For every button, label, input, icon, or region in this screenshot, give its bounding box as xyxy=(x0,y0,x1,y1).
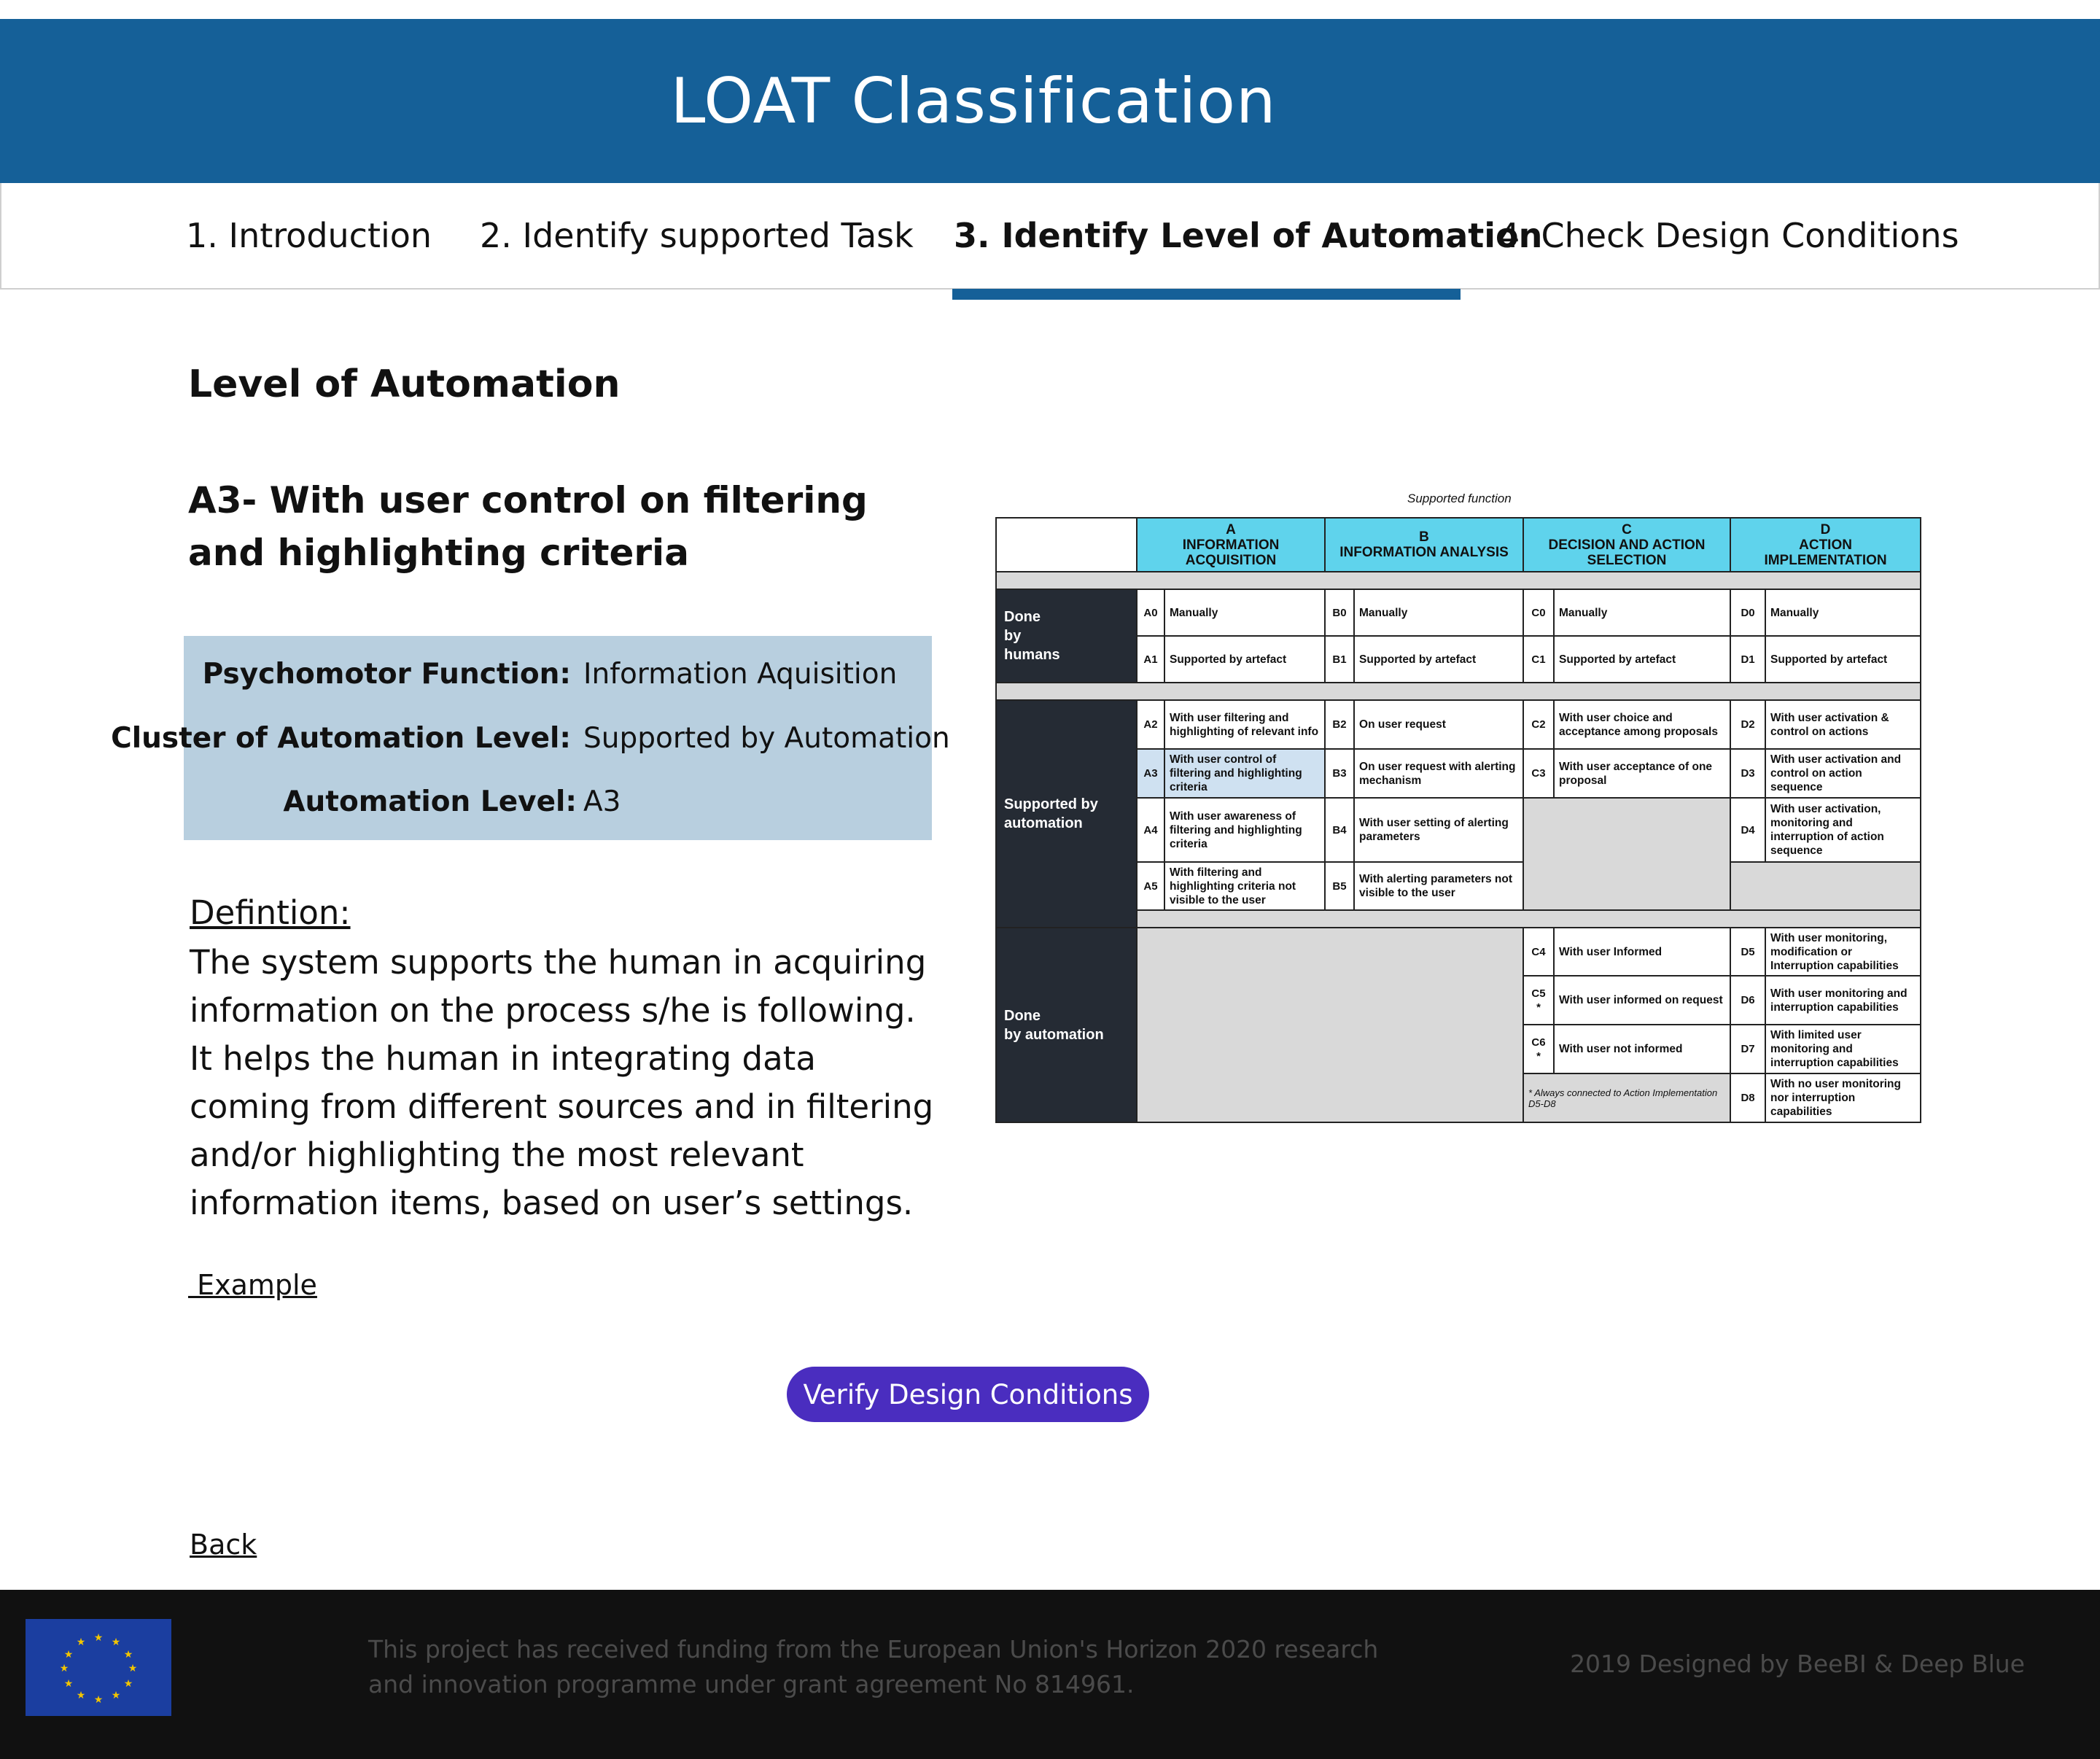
code-c0: C0 xyxy=(1523,589,1554,636)
svg-text:★: ★ xyxy=(128,1663,138,1674)
code-d6: D6 xyxy=(1730,976,1765,1025)
code-d8: D8 xyxy=(1730,1073,1765,1122)
level-value: A3 xyxy=(583,785,621,818)
psychomotor-label: Psychomotor Function: xyxy=(202,658,571,691)
tab-identify-task[interactable]: 2. Identify supported Task xyxy=(480,216,914,255)
col-head-a: A INFORMATION ACQUISITION xyxy=(1137,518,1325,572)
col-head-c: C DECISION AND ACTION SELECTION xyxy=(1523,518,1730,572)
active-tab-indicator xyxy=(952,289,1461,300)
page-title: Level of Automation xyxy=(188,362,621,406)
code-d3: D3 xyxy=(1730,749,1765,798)
cell-b5: With alerting parameters not visible to the user xyxy=(1354,862,1523,910)
code-c2: C2 xyxy=(1523,700,1554,749)
cell-b0: Manually xyxy=(1354,589,1523,636)
code-a5: A5 xyxy=(1137,862,1164,910)
cell-b2: On user request xyxy=(1354,700,1523,749)
header-bar xyxy=(0,19,2100,183)
code-c4: C4 xyxy=(1523,928,1554,976)
code-d5: D5 xyxy=(1730,928,1765,976)
tab-check-conditions[interactable]: 4. Check Design Conditions xyxy=(1498,216,1959,255)
tab-introduction[interactable]: 1. Introduction xyxy=(186,216,432,255)
code-a3: A3 xyxy=(1137,749,1164,798)
example-link[interactable]: Example xyxy=(188,1269,317,1301)
back-link[interactable]: Back xyxy=(190,1529,257,1561)
cell-d5: With user monitoring, modification or Interruption capabilities xyxy=(1765,928,1921,976)
code-d0: D0 xyxy=(1730,589,1765,636)
verify-design-conditions-button[interactable]: Verify Design Conditions xyxy=(787,1367,1149,1422)
code-b1: B1 xyxy=(1325,636,1354,683)
classification-summary xyxy=(111,636,950,840)
loat-table xyxy=(995,517,1921,1123)
code-b3: B3 xyxy=(1325,749,1354,798)
cluster-value: Supported by Automation xyxy=(583,722,950,755)
cell-d2: With user activation & control on actions xyxy=(1765,700,1921,749)
loat-caption: Supported function xyxy=(1407,492,1512,505)
svg-text:★: ★ xyxy=(76,1690,86,1701)
svg-text:★: ★ xyxy=(59,1663,69,1674)
cell-c2: With user choice and acceptance among proposals xyxy=(1554,700,1730,749)
svg-text:★: ★ xyxy=(111,1636,121,1648)
col-head-d: D ACTION IMPLEMENTATION xyxy=(1730,518,1921,572)
empty-ab-automation xyxy=(1137,928,1523,1122)
empty-c-supported xyxy=(1523,798,1730,910)
cell-a1: Supported by artefact xyxy=(1164,636,1325,683)
svg-text:★: ★ xyxy=(93,1632,104,1644)
cluster-label: Cluster of Automation Level: xyxy=(111,722,571,755)
cell-c1: Supported by artefact xyxy=(1554,636,1730,683)
psychomotor-value: Information Aquisition xyxy=(583,658,898,691)
code-c1: C1 xyxy=(1523,636,1554,683)
cell-a2: With user filtering and highlighting of relevant info xyxy=(1164,700,1325,749)
cell-b4: With user setting of alerting parameters xyxy=(1354,798,1523,862)
svg-text:★: ★ xyxy=(76,1636,86,1648)
tab-identify-level[interactable]: 3. Identify Level of Automation xyxy=(954,216,1543,255)
footer xyxy=(0,1590,2100,1759)
cell-c4: With user Informed xyxy=(1554,928,1730,976)
svg-text:★: ★ xyxy=(63,1678,74,1690)
app-title: LOAT Classification xyxy=(670,64,1277,138)
cell-c6: With user not informed xyxy=(1554,1025,1730,1073)
svg-text:★: ★ xyxy=(123,1649,133,1661)
funding-notice: This project has received funding from the European Union's Horizon 2020 research and innovation programme under grant agreement No 814961. xyxy=(368,1635,1379,1698)
group-automation: Done by automation xyxy=(996,928,1137,1122)
group-humans: Done by humans xyxy=(996,589,1137,683)
footnote: * Always connected to Action Implementation D5-D8 xyxy=(1523,1073,1730,1122)
code-b2: B2 xyxy=(1325,700,1354,749)
cell-a4: With user awareness of filtering and highlighting criteria xyxy=(1164,798,1325,862)
code-c5: C5 * xyxy=(1523,976,1554,1025)
code-d2: D2 xyxy=(1730,700,1765,749)
loat-table-figure xyxy=(977,489,1925,1145)
code-b0: B0 xyxy=(1325,589,1354,636)
cell-a0: Manually xyxy=(1164,589,1325,636)
cell-d8: With no user monitoring nor interruption capabilities xyxy=(1765,1073,1921,1122)
code-a4: A4 xyxy=(1137,798,1164,862)
cell-b1: Supported by artefact xyxy=(1354,636,1523,683)
code-d1: D1 xyxy=(1730,636,1765,683)
cell-c0: Manually xyxy=(1554,589,1730,636)
empty-d-supported xyxy=(1730,862,1921,910)
code-b5: B5 xyxy=(1325,862,1354,910)
cell-c3: With user acceptance of one proposal xyxy=(1554,749,1730,798)
svg-text:★: ★ xyxy=(63,1649,74,1661)
code-a0: A0 xyxy=(1137,589,1164,636)
level-row xyxy=(184,778,932,829)
cell-d7: With limited user monitoring and interruption capabilities xyxy=(1765,1025,1921,1073)
cell-d6: With user monitoring and interruption capabilities xyxy=(1765,976,1921,1025)
code-c3: C3 xyxy=(1523,749,1554,798)
svg-text:★: ★ xyxy=(111,1690,121,1701)
cell-d1: Supported by artefact xyxy=(1765,636,1921,683)
svg-text:★: ★ xyxy=(123,1678,133,1690)
cell-d4: With user activation, monitoring and interruption of action sequence xyxy=(1765,798,1921,862)
svg-text:★: ★ xyxy=(93,1694,104,1706)
step-tabs xyxy=(0,183,2100,290)
cell-d0: Manually xyxy=(1765,589,1921,636)
definition-heading: Defintion: xyxy=(190,893,351,932)
code-a1: A1 xyxy=(1137,636,1164,683)
group-supported: Supported by automation xyxy=(996,700,1137,928)
col-head-b: B INFORMATION ANALYSIS xyxy=(1325,518,1523,572)
cell-b3: On user request with alerting mechanism xyxy=(1354,749,1523,798)
level-subtitle: A3- With user control on filtering and highlighting criteria xyxy=(188,479,868,574)
code-c6: C6 * xyxy=(1523,1025,1554,1073)
psychomotor-row xyxy=(184,651,932,702)
level-label: Automation Level: xyxy=(283,785,577,818)
code-d4: D4 xyxy=(1730,798,1765,862)
code-b4: B4 xyxy=(1325,798,1354,862)
cell-c5: With user informed on request xyxy=(1554,976,1730,1025)
code-d7: D7 xyxy=(1730,1025,1765,1073)
cluster-row xyxy=(111,715,950,766)
cell-d3: With user activation and control on action sequence xyxy=(1765,749,1921,798)
design-credit: 2019 Designed by BeeBI & Deep Blue xyxy=(1570,1650,2025,1678)
definition-text: The system supports the human in acquiring information on the process s/he is following. It helps the human in integrating data coming from different sources and in filtering and/or highlighting the most relevant information items, based on user’s settings. xyxy=(190,943,934,1222)
cell-a5: With filtering and highlighting criteria not visible to the user xyxy=(1164,862,1325,910)
code-a2: A2 xyxy=(1137,700,1164,749)
eu-flag-icon xyxy=(26,1619,171,1716)
cell-a3: With user control of filtering and highlighting criteria xyxy=(1164,749,1325,798)
